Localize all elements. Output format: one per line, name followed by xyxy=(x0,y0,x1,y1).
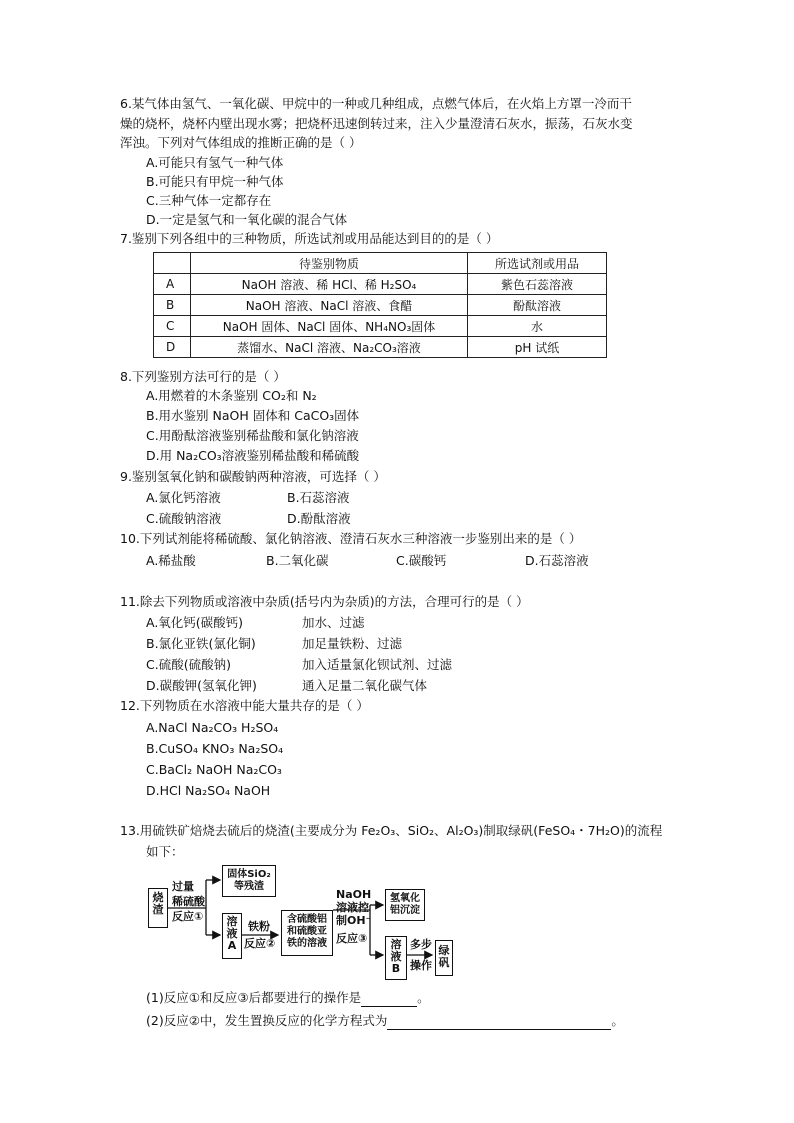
q8-stem: 8.下列鉴别方法可行的是（ ） xyxy=(120,369,286,384)
flow-step1-label-1: 过量 xyxy=(172,880,194,893)
flow-step3-label-2: 溶液控 xyxy=(336,901,369,914)
q11-option-c-method: 加入适量氯化钡试剂、过滤 xyxy=(302,657,453,672)
q8-option-c: C.用酚酞溶液鉴别稀盐酸和氯化钠溶液 xyxy=(146,428,359,443)
flow-step1-label-3: 反应① xyxy=(172,910,204,923)
table-row xyxy=(154,274,607,295)
q6-option-b: B.可能只有甲烷一种气体 xyxy=(146,174,284,189)
q13-sub2 xyxy=(146,1012,624,1030)
flow-box-solution-b xyxy=(385,936,407,980)
q8-option-d: D.用 Na₂CO₃溶液鉴别稀盐酸和稀硫酸 xyxy=(146,448,360,463)
q13-sub2-end: 。 xyxy=(611,1013,624,1028)
flow-step2-label-1: 铁粉 xyxy=(248,920,270,933)
row-reagent: 紫色石蕊溶液 xyxy=(468,274,607,295)
flow-box-slag xyxy=(148,888,168,928)
q13-sub1-answer-blank[interactable] xyxy=(361,992,417,1007)
flow-step2-label-2: 反应② xyxy=(244,937,276,950)
flow-step4-label-2: 操作 xyxy=(410,959,432,972)
q13-sub1-text: (1)反应①和反应③后都要进行的操作是 xyxy=(146,990,362,1005)
table-row xyxy=(154,295,607,316)
q6-option-d: D.一定是氢气和一氧化碳的混合气体 xyxy=(146,212,348,227)
q10-option-d: D.石蕊溶液 xyxy=(525,553,589,568)
flow-step3-label-3: 制OH⁻ xyxy=(336,914,372,927)
row-label: A xyxy=(154,274,191,295)
q13-sub1-end: 。 xyxy=(417,990,430,1005)
q11-option-d-method: 通入足量二氧化碳气体 xyxy=(302,678,428,693)
row-substances: NaOH 固体、NaCl 固体、NH₄NO₃固体 xyxy=(191,316,468,337)
flow-step1-label-2: 稀硫酸 xyxy=(172,895,205,908)
flow-step3-label-1: NaOH xyxy=(336,888,372,901)
flow-box-solution-a xyxy=(222,913,242,959)
q9-option-b: B.石蕊溶液 xyxy=(287,490,350,505)
table-header-cell: 待鉴别物质 xyxy=(191,253,468,274)
table-header-cell: 所选试剂或用品 xyxy=(468,253,607,274)
row-substances: NaOH 溶液、NaCl 溶液、食醋 xyxy=(191,295,468,316)
row-substances: NaOH 溶液、稀 HCl、稀 H₂SO₄ xyxy=(191,274,468,295)
table-row xyxy=(154,337,607,358)
q6-stem-line1: 6.某气体由氢气、一氧化碳、甲烷中的一种或几种组成，点燃气体后，在火焰上方罩一冷而干 xyxy=(120,96,632,111)
flow-slag-text: 烧渣 xyxy=(152,891,164,916)
row-label: B xyxy=(154,295,191,316)
q9-option-c: C.硫酸钠溶液 xyxy=(146,511,222,526)
q11-option-a-item: A.氧化钙(碳酸钙) xyxy=(146,615,244,630)
q12-option-b: B.CuSO₄ KNO₃ Na₂SO₄ xyxy=(146,741,284,756)
q13-sub2-text: (2)反应②中，发生置换反应的化学方程式为 xyxy=(146,1013,388,1028)
row-label: D xyxy=(154,337,191,358)
flow-step3-label-4: 反应③ xyxy=(336,932,368,945)
q11-stem: 11.除去下列物质或溶液中杂质(括号内为杂质)的方法，合理可行的是（ ） xyxy=(120,594,529,609)
q9-stem: 9.鉴别氢氧化钠和碳酸钠两种溶液，可选择（ ） xyxy=(120,469,386,484)
row-substances: 蒸馏水、NaCl 溶液、Na₂CO₃溶液 xyxy=(191,337,468,358)
q6-option-a: A.可能只有氢气一种气体 xyxy=(146,155,284,170)
q8-option-a: A.用燃着的木条鉴别 CO₂和 N₂ xyxy=(146,388,317,403)
q6-stem-line3: 浑浊。下列对气体组成的推断正确的是（ ） xyxy=(120,135,362,150)
q6-option-c: C.三种气体一定都存在 xyxy=(146,193,272,208)
q12-option-a: A.NaCl Na₂CO₃ H₂SO₄ xyxy=(146,720,279,735)
flow-solution-b-text: 溶液B xyxy=(390,938,402,975)
q12-stem: 12.下列物质在水溶液中能大量共存的是（ ） xyxy=(120,698,369,713)
flow-box-hydroxide: 氢氧化铝沉淀 xyxy=(385,889,425,921)
q13-stem-line1: 13.用硫铁矿焙烧去硫后的烧渣(主要成分为 Fe₂O₃、SiO₂、Al₂O₃)制取绿矾(FeSO₄・7H₂O)的流程 xyxy=(120,823,663,838)
q10-stem: 10.下列试剂能将稀硫酸、氯化钠溶液、澄清石灰水三种溶液一步鉴别出来的是（ ） xyxy=(120,531,582,546)
q13-sub1 xyxy=(146,989,430,1007)
flow-box-solid-residue: 固体SiO₂等残渣 xyxy=(222,865,276,897)
q9-option-d: D.酚酞溶液 xyxy=(287,511,351,526)
row-reagent: 酚酞溶液 xyxy=(468,295,607,316)
flow-solution-a-text: 溶液A xyxy=(226,915,238,952)
flow-box-product xyxy=(435,940,453,976)
q7-table xyxy=(153,252,607,358)
q7-stem: 7.鉴别下列各组中的三种物质，所选试剂或用品能达到目的的是（ ） xyxy=(120,231,499,246)
q11-option-b-item: B.氯化亚铁(氯化铜) xyxy=(146,636,256,651)
q12-option-d: D.HCl Na₂SO₄ NaOH xyxy=(146,783,271,798)
row-label: C xyxy=(154,316,191,337)
q10-option-c: C.碳酸钙 xyxy=(396,553,447,568)
table-header-cell xyxy=(154,253,191,274)
q11-option-b-method: 加足量铁粉、过滤 xyxy=(302,636,403,651)
q10-option-a: A.稀盐酸 xyxy=(146,553,196,568)
q11-option-d-item: D.碳酸钾(氢氧化钾) xyxy=(146,678,257,693)
flow-product-text: 绿矾 xyxy=(438,944,450,969)
table-header-row xyxy=(154,253,607,274)
row-reagent: 水 xyxy=(468,316,607,337)
table-row xyxy=(154,316,607,337)
q9-option-a: A.氯化钙溶液 xyxy=(146,490,221,505)
q13-stem-line2: 如下： xyxy=(146,844,184,859)
q8-option-b: B.用水鉴别 NaOH 固体和 CaCO₃固体 xyxy=(146,408,360,423)
q11-option-a-method: 加水、过滤 xyxy=(302,615,365,630)
flow-step4-label-1: 多步 xyxy=(410,938,432,951)
row-reagent: pH 试纸 xyxy=(468,337,607,358)
flow-box-mixed-solution: 含硫酸铝和硫酸亚铁的溶液 xyxy=(281,910,333,956)
q6-stem-line2: 燥的烧杯，烧杯内壁出现水雾；把烧杯迅速倒转过来，注入少量澄清石灰水，振荡，石灰水变 xyxy=(120,116,633,131)
q13-sub2-answer-blank[interactable] xyxy=(387,1015,611,1030)
q11-option-c-item: C.硫酸(硫酸钠) xyxy=(146,657,231,672)
q10-option-b: B.二氧化碳 xyxy=(266,553,329,568)
q12-option-c: C.BaCl₂ NaOH Na₂CO₃ xyxy=(146,762,282,777)
